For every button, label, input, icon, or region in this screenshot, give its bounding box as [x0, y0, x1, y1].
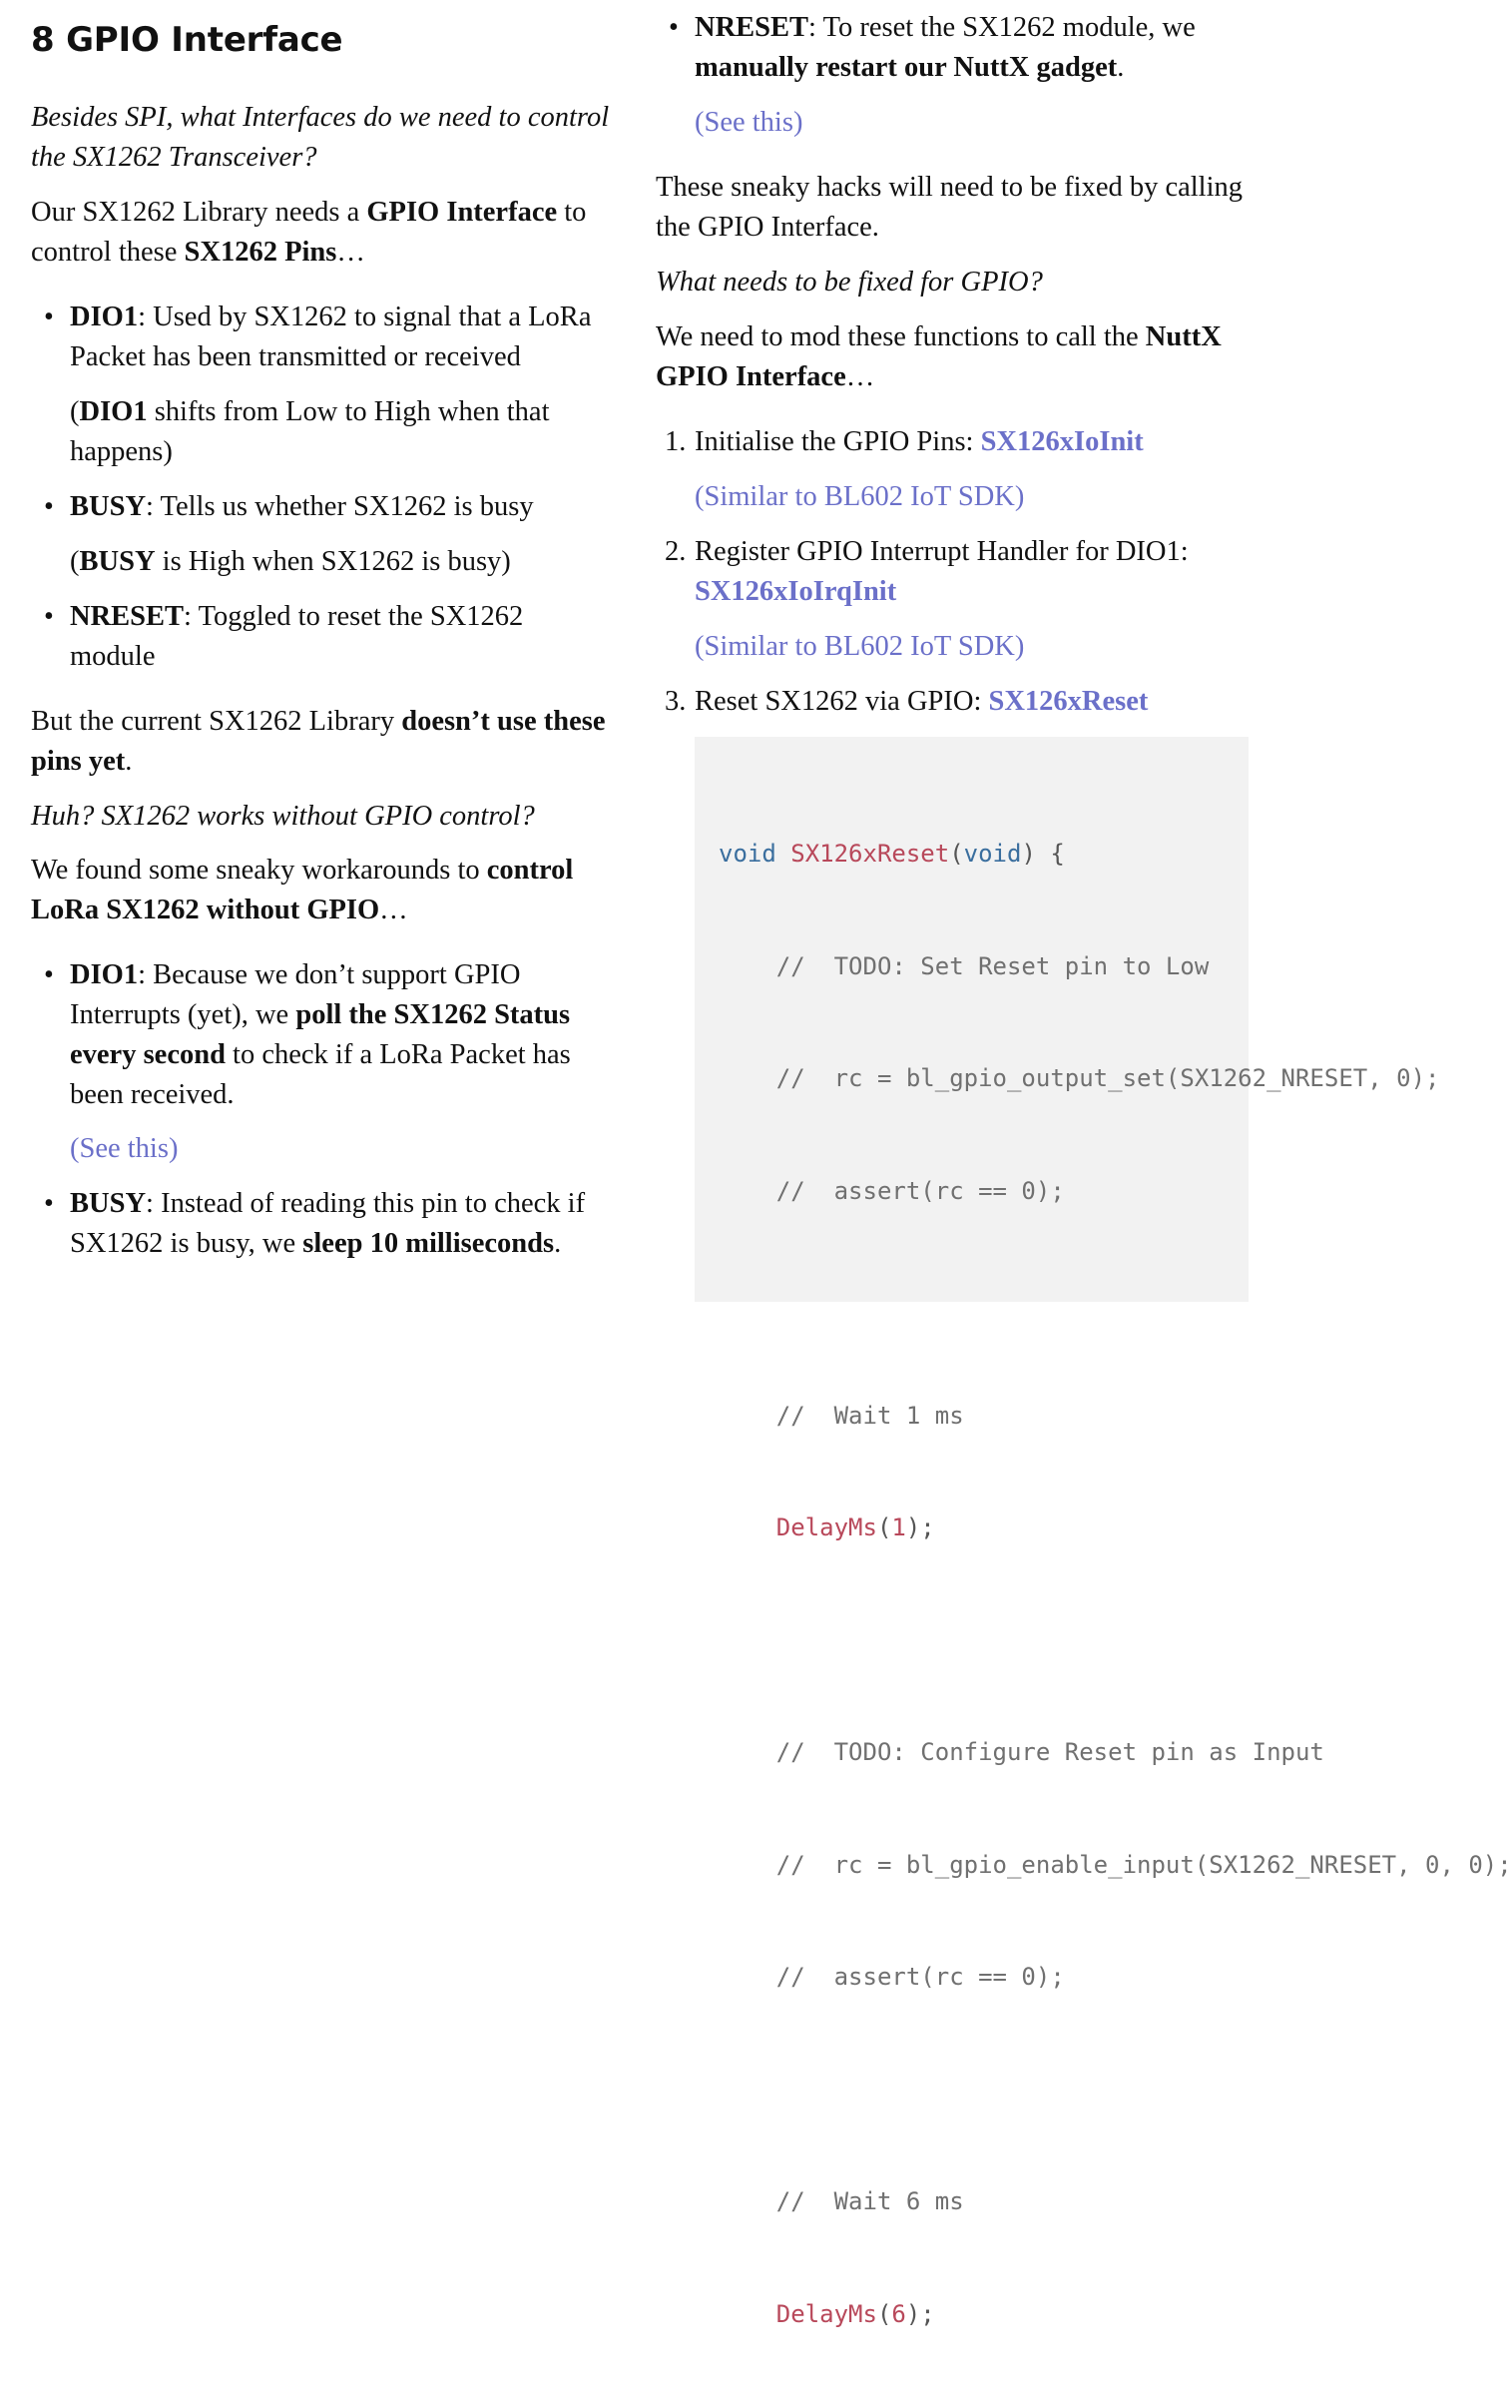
- list-item-busy-hack: • BUSY: Instead of reading this pin to check if SX1262 is busy, we sleep 10 milliseconds.: [70, 1184, 625, 1264]
- similar-sdk-link-1[interactable]: (Similar to BL602 IoT SDK): [695, 481, 1025, 512]
- code-line: // assert(rc == 0);: [719, 1176, 1065, 1205]
- bullet-icon: •: [44, 301, 54, 332]
- code-line-blank: [695, 2072, 1249, 2109]
- bullet-icon: •: [44, 491, 54, 522]
- code-line: DelayMs(6);: [775, 2299, 935, 2328]
- paragraph-mod-functions: We need to mod these functions to call the NuttX GPIO Interface…: [656, 321, 1222, 392]
- step-reset: 3. Reset SX1262 via GPIO: SX126xReset: [665, 686, 1149, 717]
- see-this-link-dio1[interactable]: (See this): [70, 1133, 179, 1164]
- list-item-busy-note: (BUSY is High when SX1262 is busy): [70, 546, 511, 577]
- step-io-irq-init: 2. Register GPIO Interrupt Handler for DIO1: SX126xIoIrqInit: [665, 536, 1189, 607]
- question-works-without-gpio: Huh? SX1262 works without GPIO control?: [31, 801, 535, 832]
- left-column: [31, 0, 625, 1259]
- sx126x-io-irq-init-link[interactable]: SX126xIoIrqInit: [695, 576, 897, 607]
- list-item-dio1-hack: • DIO1: Because we don’t support GPIO Interrupts (yet), we poll the SX1262 Status every second to check if a LoRa Packet has been received.: [70, 955, 625, 1115]
- paragraph-sneaky-hacks: These sneaky hacks will need to be fixed by calling the GPIO Interface.: [656, 172, 1244, 243]
- sx126x-reset-link[interactable]: SX126xReset: [988, 686, 1149, 717]
- list-item-dio1: • DIO1: Used by SX1262 to signal that a LoRa Packet has been transmitted or received: [70, 298, 625, 377]
- section-heading: 8 GPIO Interface: [31, 20, 343, 60]
- code-line: DelayMs(1);: [775, 1513, 935, 1541]
- code-line: // Wait 1 ms: [719, 1401, 964, 1430]
- sx126x-io-init-link[interactable]: SX126xIoInit: [980, 426, 1144, 457]
- see-this-link-nreset[interactable]: (See this): [695, 107, 803, 138]
- code-block: [695, 737, 1512, 2328]
- paragraph-gpio-interface: Our SX1262 Library needs a GPIO Interface to control these SX1262 Pins…: [31, 197, 587, 268]
- code-line: // Wait 6 ms: [719, 2187, 964, 2215]
- code-line: // TODO: Configure Reset pin as Input: [719, 1738, 1324, 1766]
- code-line: // assert(rc == 0);: [719, 1963, 1065, 1991]
- bullet-icon: •: [669, 12, 679, 43]
- code-line: // rc = bl_gpio_output_set(SX1262_NRESET, 0);: [719, 1064, 1440, 1092]
- code-line-blank: [695, 1285, 1249, 1323]
- list-item-dio1-note: (DIO1 shifts from Low to High when that happens): [70, 396, 550, 467]
- code-line: // TODO: Set Reset pin to Low: [719, 951, 1210, 980]
- paragraph-current-library: But the current SX1262 Library doesn’t use these pins yet.: [31, 706, 606, 777]
- bullet-icon: •: [44, 959, 54, 990]
- code-line-blank: [695, 1622, 1249, 1660]
- question-what-needs-fixing: What needs to be fixed for GPIO?: [656, 267, 1043, 298]
- paragraph-workarounds: We found some sneaky workarounds to control LoRa SX1262 without GPIO…: [31, 855, 574, 925]
- list-item-busy: • BUSY: Tells us whether SX1262 is busy: [70, 487, 625, 527]
- question-interfaces: Besides SPI, what Interfaces do we need to control the SX1262 Transceiver?: [31, 102, 610, 173]
- step-io-init: 1. Initialise the GPIO Pins: SX126xIoInit: [665, 426, 1144, 457]
- similar-sdk-link-2[interactable]: (Similar to BL602 IoT SDK): [695, 631, 1025, 662]
- code-line: // rc = bl_gpio_enable_input(SX1262_NRESET, 0, 0);: [719, 1850, 1512, 1879]
- bullet-icon: •: [44, 1188, 54, 1219]
- bullet-icon: •: [44, 601, 54, 632]
- list-item-nreset: • NRESET: Toggled to reset the SX1262 module: [70, 597, 625, 677]
- code-line: void SX126xReset(void) {: [719, 840, 1065, 868]
- list-item-nreset-hack: • NRESET: To reset the SX1262 module, we manually restart our NuttX gadget.: [695, 8, 1255, 88]
